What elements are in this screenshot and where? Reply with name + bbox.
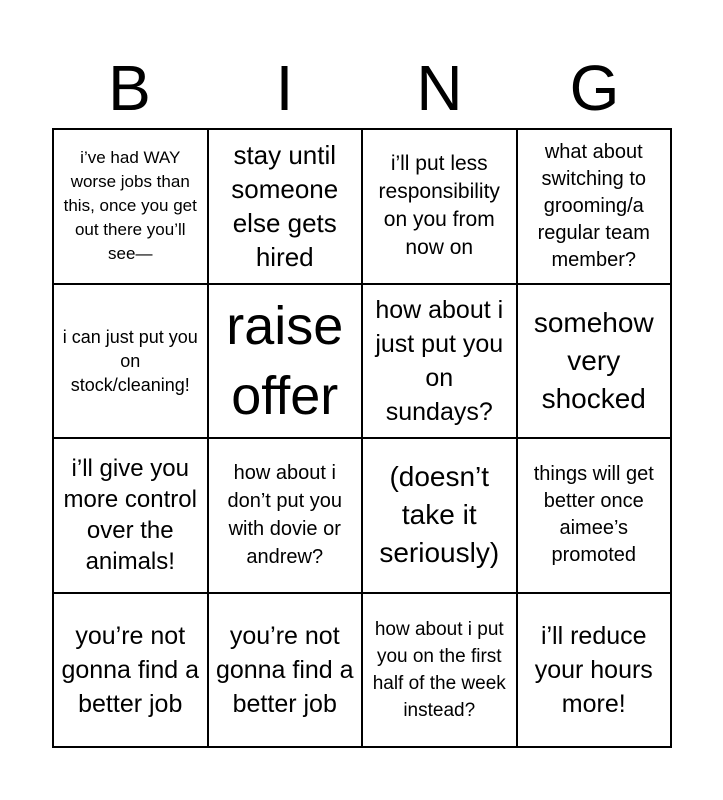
cell-text: things will get better once aimee’s promoted [533, 463, 654, 567]
bingo-cell[interactable] [208, 438, 363, 593]
bingo-cell[interactable] [517, 438, 672, 593]
cell-text: raise offer [226, 295, 344, 426]
bingo-header [52, 48, 672, 128]
bingo-cell[interactable] [208, 593, 363, 748]
bingo-cell[interactable] [53, 593, 208, 748]
bingo-cell[interactable] [53, 129, 208, 284]
bingo-cell[interactable] [362, 438, 517, 593]
cell-text: what about switching to grooming/a regular team member? [537, 140, 650, 271]
bingo-cell[interactable] [362, 593, 517, 748]
cell-text: i’ll give you more control over the animals! [63, 455, 197, 576]
cell-text: how about i put you on the first half of the week instead? [372, 618, 506, 721]
header-letter-b: B [108, 52, 151, 124]
bingo-cell[interactable] [53, 438, 208, 593]
cell-text: (doesn’t take it seriously) [379, 461, 500, 569]
cell-text: somehow very shocked [533, 306, 654, 414]
cell-text: i’ll put less responsibility on you from now on [378, 152, 500, 260]
bingo-card-grid [52, 128, 672, 748]
header-letter-n: N [416, 52, 463, 124]
cell-text: you’re not gonna find a better job [215, 621, 354, 718]
bingo-cell[interactable] [208, 284, 363, 439]
cell-text: how about i don’t put you with dovie or andrew? [227, 462, 343, 569]
header-letter-i: I [275, 52, 294, 124]
header-letter-g: G [569, 52, 620, 124]
cell-text: you’re not gonna find a better job [61, 621, 200, 718]
bingo-cell[interactable] [362, 129, 517, 284]
bingo-cell[interactable] [517, 129, 672, 284]
bingo-cell[interactable] [517, 593, 672, 748]
cell-text: stay until someone else gets hired [231, 140, 339, 273]
cell-text: i can just put you on stock/cleaning! [62, 326, 198, 395]
cell-text: i’ll reduce your hours more! [534, 621, 653, 718]
cell-text: how about i just put you on sundays? [375, 295, 504, 426]
bingo-cell[interactable] [208, 129, 363, 284]
bingo-cell[interactable] [53, 284, 208, 439]
bingo-cell[interactable] [517, 284, 672, 439]
bingo-cell[interactable] [362, 284, 517, 439]
cell-text: i’ve had WAY worse jobs than this, once you get out there you’ll see— [63, 148, 197, 264]
